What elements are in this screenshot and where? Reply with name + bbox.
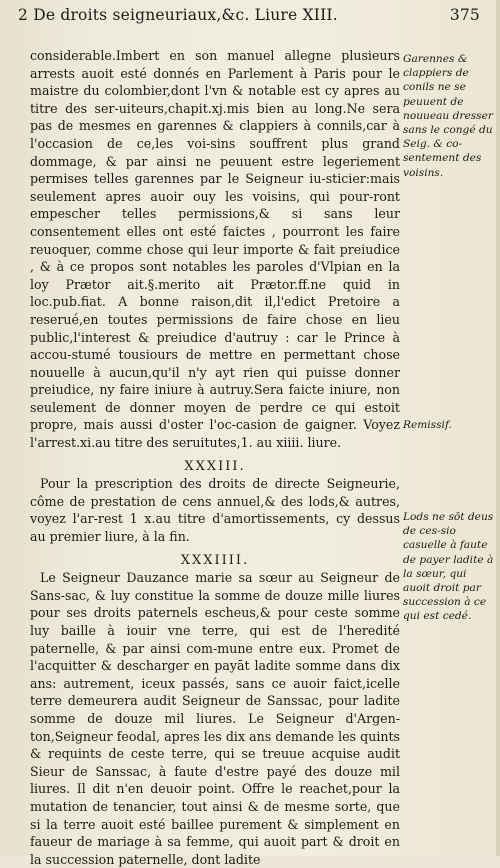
margin-note-garennes: Garennes & clappiers de conils ne se peuuent de nouueau dresser sans le congé du Seig. & co-sentement des voisins. bbox=[403, 53, 493, 179]
margin-note-lods: Lods ne sōt deus de ces-sio casuelle à faute de payer ladite à la sœur, qui auoit droit par succession à ce qui est cedé. bbox=[403, 511, 494, 623]
section-heading-34: XXXIIII. bbox=[180, 552, 250, 568]
running-header bbox=[18, 6, 480, 24]
running-title: 2 De droits seigneuriaux,&c. Liure XIII. bbox=[18, 6, 338, 24]
paragraph-garennes: considerable.Imbert en son manuel allegne plusieurs arrests auoit esté donnés en Parlement à Paris pour le maistre du colombier,dont l'vn & notable est cy apres au titre des ser-uiteurs,chapit.xj.mis bien au long.Ne sera pas de mesmes en garennes & clappiers à connils,car à l'occasion de ce,les voi-sins souffrent plus grand dommage, & par ainsi ne peuuent estre legeriement permises telles garennes par le Seigneur iu-sticier:mais seulement apres auoir ouy les voisins, qui pour-ront empescher telles permissions,& si sans leur consentement elles ont esté faictes , pourront les faire reuoquer, comme chose qui leur importe & fait preiudice , & à ce propos sont notables les paroles d'Vlpian en la loy Prætor ait.§.merito ait Prætor.ff.ne quid in loc.pub.fiat. A bonne raison,dit il,l'edict Pretoire a reserué,en toutes permissions de faire chose en lieu public,l'interest & preiudice d'autruy : car le Prince à accou-stumé tousiours de mettre en permettant chose nouuelle à aucun,qu'il n'y ayt rien qui puisse donner preiudice, ny faire iniure à autruy.Sera faicte iniure, non seulement de donner moyen de perdre ce qui estoit propre, mais aussi d'oster l'oc-casion de gaigner. Voyez l'arrest.xi.au titre des seruitutes,1. au xiiii. liure. bbox=[30, 48, 400, 451]
paragraph-dauzance: Le Seigneur Dauzance marie sa sœur au Seigneur de Sans-sac, & luy constitue la somme de douze mille liures pour ses droits paternels escheus,& pour ceste somme luy baille à iouir vne terre, qui est de l'heredité paternelle, & par ainsi com-mune entre eux. Promet de l'acquitter & descharger en payāt ladite somme dans dix ans: autrement, iceux passés, sans ce auoir faict,icelle terre demeurera audit Seigneur de Sanssac, pour ladite somme de douze mil liures. Le Seigneur d'Argen-ton,Seigneur feodal, apres les dix ans demande les quints & requints de ceste terre, qui se treuue acquise audit Sieur de Sanssac, à faute d'estre payé des douze mil liures. Il dit n'en deuoir point. Offre le reachet,pour la mutation de tenancier, tout ainsi & de mesme sorte, que si la terre auoit esté baillee purement & simplement en faueur de mariage à sa femme, qui auoit part & droit en la succession paternelle, dont ladite bbox=[30, 570, 400, 867]
page-edge bbox=[496, 0, 500, 856]
main-text bbox=[30, 47, 400, 868]
margin-note-remissif: Remissif. bbox=[403, 419, 452, 431]
section-heading-33: XXXIII. bbox=[184, 458, 246, 474]
page-number: 375 bbox=[449, 6, 480, 24]
paragraph-prescription: Pour la prescription des droits de directe Seigneurie, côme de prestation de cens annuel,& des lods,& autres, voyez l'ar-rest 1 x.au titre d'amortissements, cy dessus au premier liure, à la fin. bbox=[30, 476, 400, 545]
